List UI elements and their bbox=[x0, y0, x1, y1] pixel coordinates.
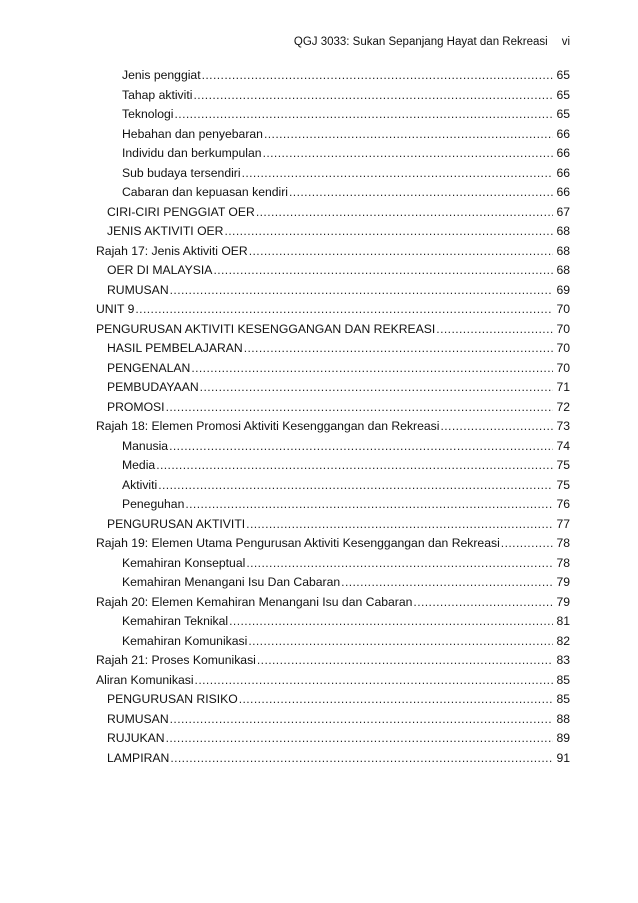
toc-entry[interactable] bbox=[122, 612, 570, 630]
toc-entry-page: 88 bbox=[556, 711, 570, 726]
toc-entry[interactable] bbox=[122, 437, 570, 455]
toc-dot-leader bbox=[158, 476, 553, 494]
toc-entry[interactable] bbox=[122, 632, 570, 650]
toc-entry[interactable] bbox=[122, 495, 570, 513]
toc-dot-leader bbox=[264, 125, 553, 143]
toc-entry-page: 77 bbox=[556, 516, 570, 531]
toc-entry-title: Rajah 18: Elemen Promosi Aktiviti Kesenggangan dan Rekreasi bbox=[96, 419, 440, 433]
toc-entry-title: Teknologi bbox=[122, 107, 174, 121]
toc-entry[interactable] bbox=[107, 339, 570, 357]
toc-entry-title: Kemahiran Konseptual bbox=[122, 555, 246, 570]
toc-entry-page: 81 bbox=[556, 614, 570, 628]
toc-entry-title: Peneguhan bbox=[122, 497, 185, 511]
toc-entry-title: Rajah 20: Elemen Kemahiran Menangani Isu dan Cabaran bbox=[96, 594, 413, 609]
toc-entry-page: 89 bbox=[556, 731, 570, 745]
toc-dot-leader bbox=[170, 281, 553, 299]
toc-entry[interactable] bbox=[107, 359, 570, 377]
toc-dot-leader bbox=[185, 495, 553, 513]
toc-entry[interactable] bbox=[107, 261, 570, 279]
toc-dot-leader bbox=[213, 261, 553, 279]
toc-entry-page: 69 bbox=[556, 282, 570, 297]
toc-entry-title: Rajah 17: Jenis Aktiviti OER bbox=[96, 243, 248, 258]
toc-dot-leader bbox=[289, 183, 553, 201]
toc-dot-leader bbox=[170, 749, 553, 767]
toc-entry[interactable] bbox=[107, 749, 570, 767]
toc-entry[interactable] bbox=[96, 417, 570, 435]
toc-entry-title: Manusia bbox=[122, 438, 169, 453]
toc-dot-leader bbox=[229, 612, 553, 630]
toc-entry-title: JENIS AKTIVITI OER bbox=[107, 224, 224, 238]
page-header bbox=[0, 36, 570, 48]
toc-entry[interactable] bbox=[107, 398, 570, 416]
toc-entry[interactable] bbox=[122, 66, 570, 84]
toc-entry[interactable] bbox=[107, 222, 570, 240]
toc-entry[interactable] bbox=[96, 320, 570, 338]
toc-dot-leader bbox=[341, 573, 553, 591]
toc-entry-title: Tahap aktiviti bbox=[122, 87, 193, 102]
toc-entry-title: PENGENALAN bbox=[107, 360, 191, 375]
toc-entry-page: 66 bbox=[556, 185, 570, 199]
toc-dot-leader bbox=[169, 437, 553, 455]
toc-dot-leader bbox=[242, 164, 553, 182]
toc-entry-title: LAMPIRAN bbox=[107, 750, 170, 765]
toc-dot-leader bbox=[248, 632, 553, 650]
toc-entry-page: 71 bbox=[556, 380, 570, 394]
toc-entry-page: 68 bbox=[556, 243, 570, 258]
toc-dot-leader bbox=[191, 359, 553, 377]
toc-dot-leader bbox=[175, 105, 554, 123]
toc-entry-title: Kemahiran Teknikal bbox=[122, 614, 229, 628]
toc-entry[interactable] bbox=[122, 573, 570, 591]
toc-entry-title: PENGURUSAN AKTIVITI KESENGGANGAN DAN REKREASI bbox=[96, 321, 436, 336]
toc-dot-leader bbox=[263, 144, 553, 162]
toc-entry[interactable] bbox=[107, 378, 570, 396]
toc-entry-page: 67 bbox=[556, 204, 570, 219]
toc-dot-leader bbox=[195, 671, 553, 689]
toc-entry[interactable] bbox=[122, 476, 570, 494]
toc-entry[interactable] bbox=[122, 125, 570, 143]
toc-entry-page: 75 bbox=[556, 458, 570, 472]
toc-entry-title: Rajah 19: Elemen Utama Pengurusan Aktiviti Kesenggangan dan Rekreasi bbox=[96, 536, 500, 550]
toc-dot-leader bbox=[244, 339, 553, 357]
toc-entry-title: Aliran Komunikasi bbox=[96, 672, 194, 687]
toc-entry-page: 78 bbox=[556, 536, 570, 550]
toc-entry-page: 66 bbox=[556, 165, 570, 180]
toc-entry-page: 70 bbox=[556, 302, 570, 316]
toc-entry-page: 74 bbox=[556, 438, 570, 453]
toc-entry[interactable] bbox=[122, 164, 570, 182]
toc-entry-title: Individu dan berkumpulan bbox=[122, 146, 262, 160]
toc-entry-page: 65 bbox=[556, 68, 570, 82]
toc-dot-leader bbox=[170, 710, 553, 728]
toc-entry-title: Aktiviti bbox=[122, 477, 158, 492]
toc-entry-page: 76 bbox=[556, 497, 570, 511]
toc-dot-leader bbox=[246, 554, 553, 572]
toc-entry-page: 75 bbox=[556, 477, 570, 492]
toc-entry-page: 78 bbox=[556, 555, 570, 570]
toc-entry-title: Kemahiran Menangani Isu Dan Cabaran bbox=[122, 575, 341, 589]
toc-entry[interactable] bbox=[96, 242, 570, 260]
toc-entry-page: 70 bbox=[556, 341, 570, 355]
toc-entry-title: PROMOSI bbox=[107, 399, 165, 414]
toc-entry-page: 66 bbox=[556, 146, 570, 160]
toc-entry-title: Media bbox=[122, 458, 156, 472]
toc-entry-page: 82 bbox=[556, 633, 570, 648]
toc-entry-page: 85 bbox=[556, 692, 570, 706]
toc-entry-title: RUMUSAN bbox=[107, 282, 169, 297]
toc-entry-title: PENGURUSAN RISIKO bbox=[107, 692, 238, 706]
toc-dot-leader bbox=[501, 534, 553, 552]
toc-entry-title: Hebahan dan penyebaran bbox=[122, 126, 263, 141]
toc-dot-leader bbox=[166, 729, 553, 747]
toc-entry-title: Sub budaya tersendiri bbox=[122, 165, 241, 180]
toc-entry[interactable] bbox=[96, 651, 570, 669]
toc-entry[interactable] bbox=[122, 456, 570, 474]
toc-entry-title: Rajah 21: Proses Komunikasi bbox=[96, 653, 256, 667]
toc-entry[interactable] bbox=[107, 729, 570, 747]
toc-entry-title: Cabaran dan kepuasan kendiri bbox=[122, 185, 289, 199]
toc-dot-leader bbox=[257, 651, 553, 669]
toc-entry-title: OER DI MALAYSIA bbox=[107, 263, 213, 277]
header-page-number: vi bbox=[561, 36, 570, 48]
toc-entry-page: 72 bbox=[556, 399, 570, 414]
toc-entry[interactable] bbox=[107, 690, 570, 708]
toc-entry-title: UNIT 9 bbox=[96, 302, 135, 316]
toc-entry[interactable] bbox=[96, 671, 570, 689]
toc-dot-leader bbox=[239, 690, 553, 708]
toc-entry[interactable] bbox=[107, 710, 570, 728]
toc-entry-title: CIRI-CIRI PENGGIAT OER bbox=[107, 204, 255, 219]
toc-entry[interactable] bbox=[122, 554, 570, 572]
toc-entry-title: Jenis penggiat bbox=[122, 68, 201, 82]
toc-entry[interactable] bbox=[96, 593, 570, 611]
toc-entry-page: 65 bbox=[556, 107, 570, 121]
toc-entry[interactable] bbox=[107, 203, 570, 221]
toc-entry-page: 79 bbox=[556, 594, 570, 609]
toc-entry[interactable] bbox=[107, 515, 570, 533]
toc-entry[interactable] bbox=[122, 105, 570, 123]
toc-entry-title: HASIL PEMBELAJARAN bbox=[107, 341, 243, 355]
toc-dot-leader bbox=[135, 300, 553, 318]
toc-dot-leader bbox=[200, 378, 553, 396]
toc-dot-leader bbox=[256, 203, 553, 221]
toc-dot-leader bbox=[246, 515, 553, 533]
toc-dot-leader bbox=[440, 417, 553, 435]
toc-entry-title: RUJUKAN bbox=[107, 731, 165, 745]
toc-dot-leader bbox=[249, 242, 553, 260]
toc-dot-leader bbox=[224, 222, 553, 240]
toc-entry[interactable] bbox=[122, 183, 570, 201]
toc-dot-leader bbox=[413, 593, 553, 611]
toc-entry-page: 70 bbox=[556, 360, 570, 375]
toc-entry-page: 91 bbox=[556, 750, 570, 765]
toc-entry-page: 85 bbox=[556, 672, 570, 687]
toc-entry-page: 66 bbox=[556, 126, 570, 141]
toc-entry[interactable] bbox=[107, 281, 570, 299]
toc-entry[interactable] bbox=[122, 144, 570, 162]
toc-entry-page: 65 bbox=[556, 87, 570, 102]
toc-entry[interactable] bbox=[96, 534, 570, 552]
toc-entry-page: 79 bbox=[556, 575, 570, 589]
toc-dot-leader bbox=[193, 86, 553, 104]
toc-dot-leader bbox=[436, 320, 553, 338]
toc-entry-title: PENGURUSAN AKTIVITI bbox=[107, 516, 246, 531]
toc-entry[interactable] bbox=[96, 300, 570, 318]
toc-entry-title: RUMUSAN bbox=[107, 711, 169, 726]
toc-entry-page: 83 bbox=[556, 653, 570, 667]
toc-dot-leader bbox=[202, 66, 553, 84]
toc-entry-page: 68 bbox=[556, 224, 570, 238]
header-title: QGJ 3033: Sukan Sepanjang Hayat dan Rekreasi bbox=[293, 36, 548, 48]
toc-entry-page: 70 bbox=[556, 321, 570, 336]
toc-entry[interactable] bbox=[122, 86, 570, 104]
toc-entry-title: PEMBUDAYAAN bbox=[107, 380, 199, 394]
toc-entry-page: 68 bbox=[556, 263, 570, 277]
toc-entry-title: Kemahiran Komunikasi bbox=[122, 633, 248, 648]
toc-dot-leader bbox=[166, 398, 553, 416]
toc-dot-leader bbox=[156, 456, 553, 474]
toc-entry-page: 73 bbox=[556, 419, 570, 433]
